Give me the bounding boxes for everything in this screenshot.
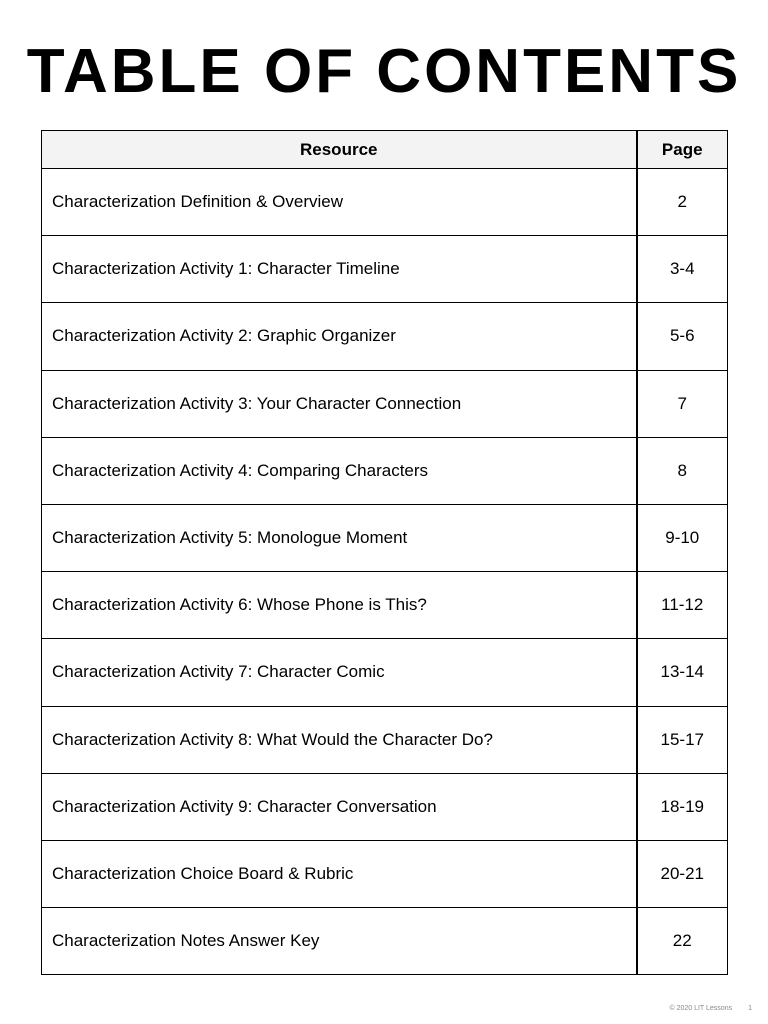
table-of-contents [41,130,728,975]
page-cell: 20-21 [637,840,728,907]
table-row [42,370,728,437]
resource-cell: Characterization Activity 1: Character Timeline [42,236,637,303]
page-cell: 3-4 [637,236,728,303]
page-cell: 7 [637,370,728,437]
table-row [42,437,728,504]
resource-cell: Characterization Activity 3: Your Character Connection [42,370,637,437]
table-row [42,236,728,303]
copyright-notice: © 2020 LIT Lessons [669,1005,733,1012]
page-number: 1 [748,1005,752,1012]
page-footer [669,1005,752,1012]
page-cell: 13-14 [637,639,728,706]
resource-cell: Characterization Activity 7: Character Comic [42,639,637,706]
resource-cell: Characterization Activity 9: Character Conversation [42,773,637,840]
table-row [42,572,728,639]
table-row [42,773,728,840]
table-row [42,908,728,975]
table-row [42,840,728,907]
page-cell: 11-12 [637,572,728,639]
table-row [42,706,728,773]
page-cell: 5-6 [637,303,728,370]
page-cell: 18-19 [637,773,728,840]
page-cell: 15-17 [637,706,728,773]
table-header-row [42,131,728,169]
column-header-page: Page [637,131,728,169]
resource-cell: Characterization Choice Board & Rubric [42,840,637,907]
page-cell: 9-10 [637,504,728,571]
page-cell: 22 [637,908,728,975]
resource-cell: Characterization Activity 8: What Would the Character Do? [42,706,637,773]
resource-cell: Characterization Definition & Overview [42,169,637,236]
resource-cell: Characterization Activity 6: Whose Phone is This? [42,572,637,639]
table-row [42,639,728,706]
resource-cell: Characterization Activity 2: Graphic Organizer [42,303,637,370]
table-row [42,504,728,571]
page-title: TABLE OF CONTENTS [26,37,742,106]
page-cell: 8 [637,437,728,504]
column-header-resource: Resource [42,131,637,169]
resource-cell: Characterization Activity 4: Comparing Characters [42,437,637,504]
resource-cell: Characterization Activity 5: Monologue Moment [42,504,637,571]
table-row [42,169,728,236]
page-cell: 2 [637,169,728,236]
resource-cell: Characterization Notes Answer Key [42,908,637,975]
table-row [42,303,728,370]
